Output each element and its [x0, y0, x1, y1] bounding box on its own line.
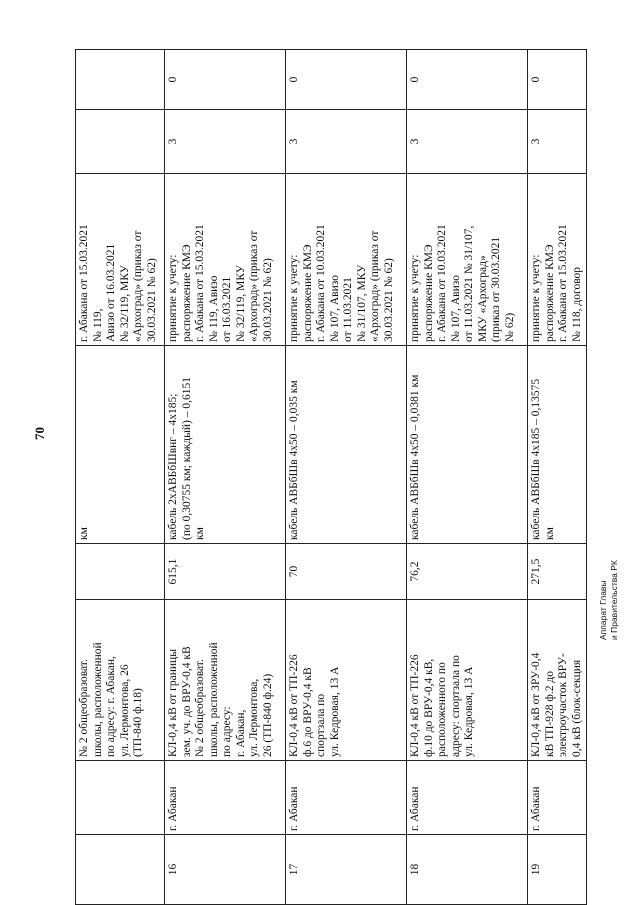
- cell-text-line: от 11.03.2021: [342, 277, 354, 342]
- cell-text-line: школы, расположенной: [91, 642, 104, 757]
- cell-text-line: г. Абакана от 10.03.2021: [315, 224, 327, 342]
- cell-text-line: ф.10 до ВРУ-0,4 кВ,: [422, 658, 435, 757]
- cell-text-line: (приказ от 30.03.2021: [490, 236, 502, 342]
- cell-text-line: от 11.03.2021 № 31/107,: [463, 225, 475, 342]
- cell-text-line: по адресу:: [221, 706, 233, 757]
- value-cell: [76, 50, 165, 110]
- table-row: [407, 50, 528, 905]
- city-cell: г. Абакан: [286, 761, 407, 835]
- document-basis-cell: [286, 174, 407, 346]
- object-description-cell: [76, 600, 165, 761]
- row-number-cell: 19: [528, 835, 587, 905]
- cell-text-line: распоряжение КМЭ: [301, 244, 314, 342]
- cell-text-line: (ТП-840 ф.18): [132, 688, 144, 757]
- table-row: [76, 50, 165, 905]
- cell-text-line: кабель АВБбШв 4х50 – 0,0381 км: [409, 374, 421, 540]
- footer-line: и Правительства РК: [609, 560, 619, 640]
- cell-text-line: от 16.03.2021: [221, 276, 233, 342]
- cell-text-line: школы, расположенной: [207, 642, 220, 757]
- cell-text-line: № 119, Авизо: [207, 275, 220, 342]
- object-description-cell: [528, 600, 587, 761]
- object-description-cell: [286, 600, 407, 761]
- value-cell: 3: [528, 110, 587, 174]
- registry-table-wrapper: [75, 50, 583, 905]
- cell-text-line: г. Абакан,: [234, 709, 247, 757]
- cell-text-line: «Архоград» (приказ от: [132, 230, 144, 342]
- value-cell: 3: [165, 110, 286, 174]
- document-basis-cell: [165, 174, 286, 346]
- cell-text-line: ул. Лермонтова, 26: [118, 664, 131, 757]
- cell-text-line: ул. Кедровая, 13 А: [463, 666, 475, 757]
- cable-spec-cell: [407, 346, 528, 544]
- cell-text-line: кВ ТП-928 ф.2 до: [543, 671, 556, 757]
- cell-text-line: КЛ-0,4 кВ от ТП-226: [409, 654, 421, 757]
- cell-text-line: расположенного по: [436, 662, 448, 757]
- length-cell: [76, 544, 165, 600]
- cell-text-line: км: [78, 527, 90, 540]
- cell-text-line: г. Абакана от 10.03.2021: [436, 224, 448, 342]
- cell-text-line: МКУ «Архоград»: [476, 255, 489, 342]
- cell-text-line: зем. уч. до ВРУ-0,4 кВ: [180, 646, 193, 757]
- cell-text-line: электроучасток ВРУ-: [557, 653, 569, 757]
- cell-text-line: принятие к учету:: [288, 254, 300, 342]
- document-basis-cell: [528, 174, 587, 346]
- cell-text-line: 30.03.2021 № 62): [382, 258, 395, 342]
- cell-text-line: адресу: спортзала по: [449, 655, 462, 757]
- cell-text-line: № 107, Авизо: [328, 275, 341, 342]
- footer-stamp: [598, 560, 620, 640]
- cell-text-line: кабель 2хАВБбШвнг – 4х185;: [167, 393, 179, 540]
- city-cell: г. Абакан: [165, 761, 286, 835]
- cell-text-line: распоряжение КМЭ: [422, 244, 435, 342]
- cell-text-line: кабель АВБбШв 4х185 – 0,13575: [530, 378, 542, 540]
- cell-text-line: г. Абакана от 15.03.2021: [557, 224, 569, 342]
- cell-text-line: 30.03.2021 № 62): [261, 258, 274, 342]
- length-cell: 76,2: [407, 544, 528, 600]
- document-basis-cell: [407, 174, 528, 346]
- cell-text-line: принятие к учету:: [167, 254, 179, 342]
- city-cell: [76, 761, 165, 835]
- cell-text-line: км: [543, 527, 556, 540]
- cell-text-line: № 32/119, МКУ: [118, 265, 131, 342]
- cell-text-line: (по 0,30755 км; каждый) – 0,6151: [180, 377, 193, 540]
- cell-text-line: № 62): [503, 312, 516, 342]
- city-cell: г. Абакан: [528, 761, 587, 835]
- cell-text-line: кабель АВБбШв 4х50 – 0,035 км: [288, 380, 300, 540]
- cell-text-line: принятие к учету:: [530, 254, 542, 342]
- cell-text-line: ф.6 до ВРУ-0,4 кВ: [301, 667, 314, 757]
- cell-text-line: КЛ-0,4 кВ от границы: [167, 649, 179, 757]
- value-cell: 0: [407, 50, 528, 110]
- table-row: [286, 50, 407, 905]
- cable-spec-cell: [76, 346, 165, 544]
- cell-text-line: № 2 общеобразоват.: [78, 659, 90, 757]
- cell-text-line: № 32/119, МКУ: [234, 265, 247, 342]
- table-row: [528, 50, 587, 905]
- footer-line: Аппарат Главы: [598, 580, 608, 640]
- value-cell: 0: [286, 50, 407, 110]
- cable-spec-cell: [165, 346, 286, 544]
- cell-text-line: 26 (ТП-840 ф.24): [261, 673, 274, 757]
- cell-text-line: «Архоград» (приказ от: [248, 230, 260, 342]
- row-number-cell: 16: [165, 835, 286, 905]
- cell-text-line: 30.03.2021 № 62): [145, 258, 158, 342]
- length-cell: 615,1: [165, 544, 286, 600]
- cell-text-line: спортзала по: [315, 693, 327, 757]
- cell-text-line: по адресу: г. Абакан,: [105, 656, 117, 757]
- cell-text-line: км: [194, 527, 206, 540]
- value-cell: 0: [528, 50, 587, 110]
- cell-text-line: 0,4 кВ (блок-секция: [570, 659, 583, 757]
- cell-text-line: КЛ-0,4 кВ от ЗРУ-0,4: [530, 652, 542, 757]
- cell-text-line: Авизо от 16.03.2021: [105, 243, 117, 342]
- cable-spec-cell: [286, 346, 407, 544]
- cell-text-line: № 119,: [91, 308, 104, 342]
- length-cell: 271,5: [528, 544, 587, 600]
- cell-text-line: «Архоград» (приказ от: [369, 230, 381, 342]
- cell-text-line: распоряжение КМЭ: [180, 244, 193, 342]
- cell-text-line: ул. Кедровая, 13 А: [328, 666, 341, 757]
- row-number-cell: 18: [407, 835, 528, 905]
- object-description-cell: [165, 600, 286, 761]
- cell-text-line: КЛ-0,4 кВ от ТП-226: [288, 654, 300, 757]
- value-cell: 3: [286, 110, 407, 174]
- cell-text-line: № 118, договор: [570, 266, 583, 342]
- cell-text-line: ул. Лермонтова,: [248, 678, 260, 757]
- cell-text-line: г. Абакана от 15.03.2021: [194, 224, 206, 342]
- table-row: [165, 50, 286, 905]
- cell-text-line: № 2 общеобразоват.: [194, 659, 206, 757]
- value-cell: [76, 110, 165, 174]
- registry-table: [75, 49, 587, 905]
- cable-spec-cell: [528, 346, 587, 544]
- cell-text-line: принятие к учету:: [409, 254, 421, 342]
- value-cell: 0: [165, 50, 286, 110]
- city-cell: г. Абакан: [407, 761, 528, 835]
- page-number: 70: [32, 427, 47, 440]
- cell-text-line: № 31/107, МКУ: [355, 264, 368, 342]
- cell-text-line: г. Абакана от 15.03.2021: [78, 224, 90, 342]
- length-cell: 70: [286, 544, 407, 600]
- cell-text-line: № 107, Авизо: [449, 275, 462, 342]
- row-number-cell: 17: [286, 835, 407, 905]
- object-description-cell: [407, 600, 528, 761]
- value-cell: 3: [407, 110, 528, 174]
- row-number-cell: [76, 835, 165, 905]
- document-basis-cell: [76, 174, 165, 346]
- cell-text-line: распоряжение КМЭ: [543, 244, 556, 342]
